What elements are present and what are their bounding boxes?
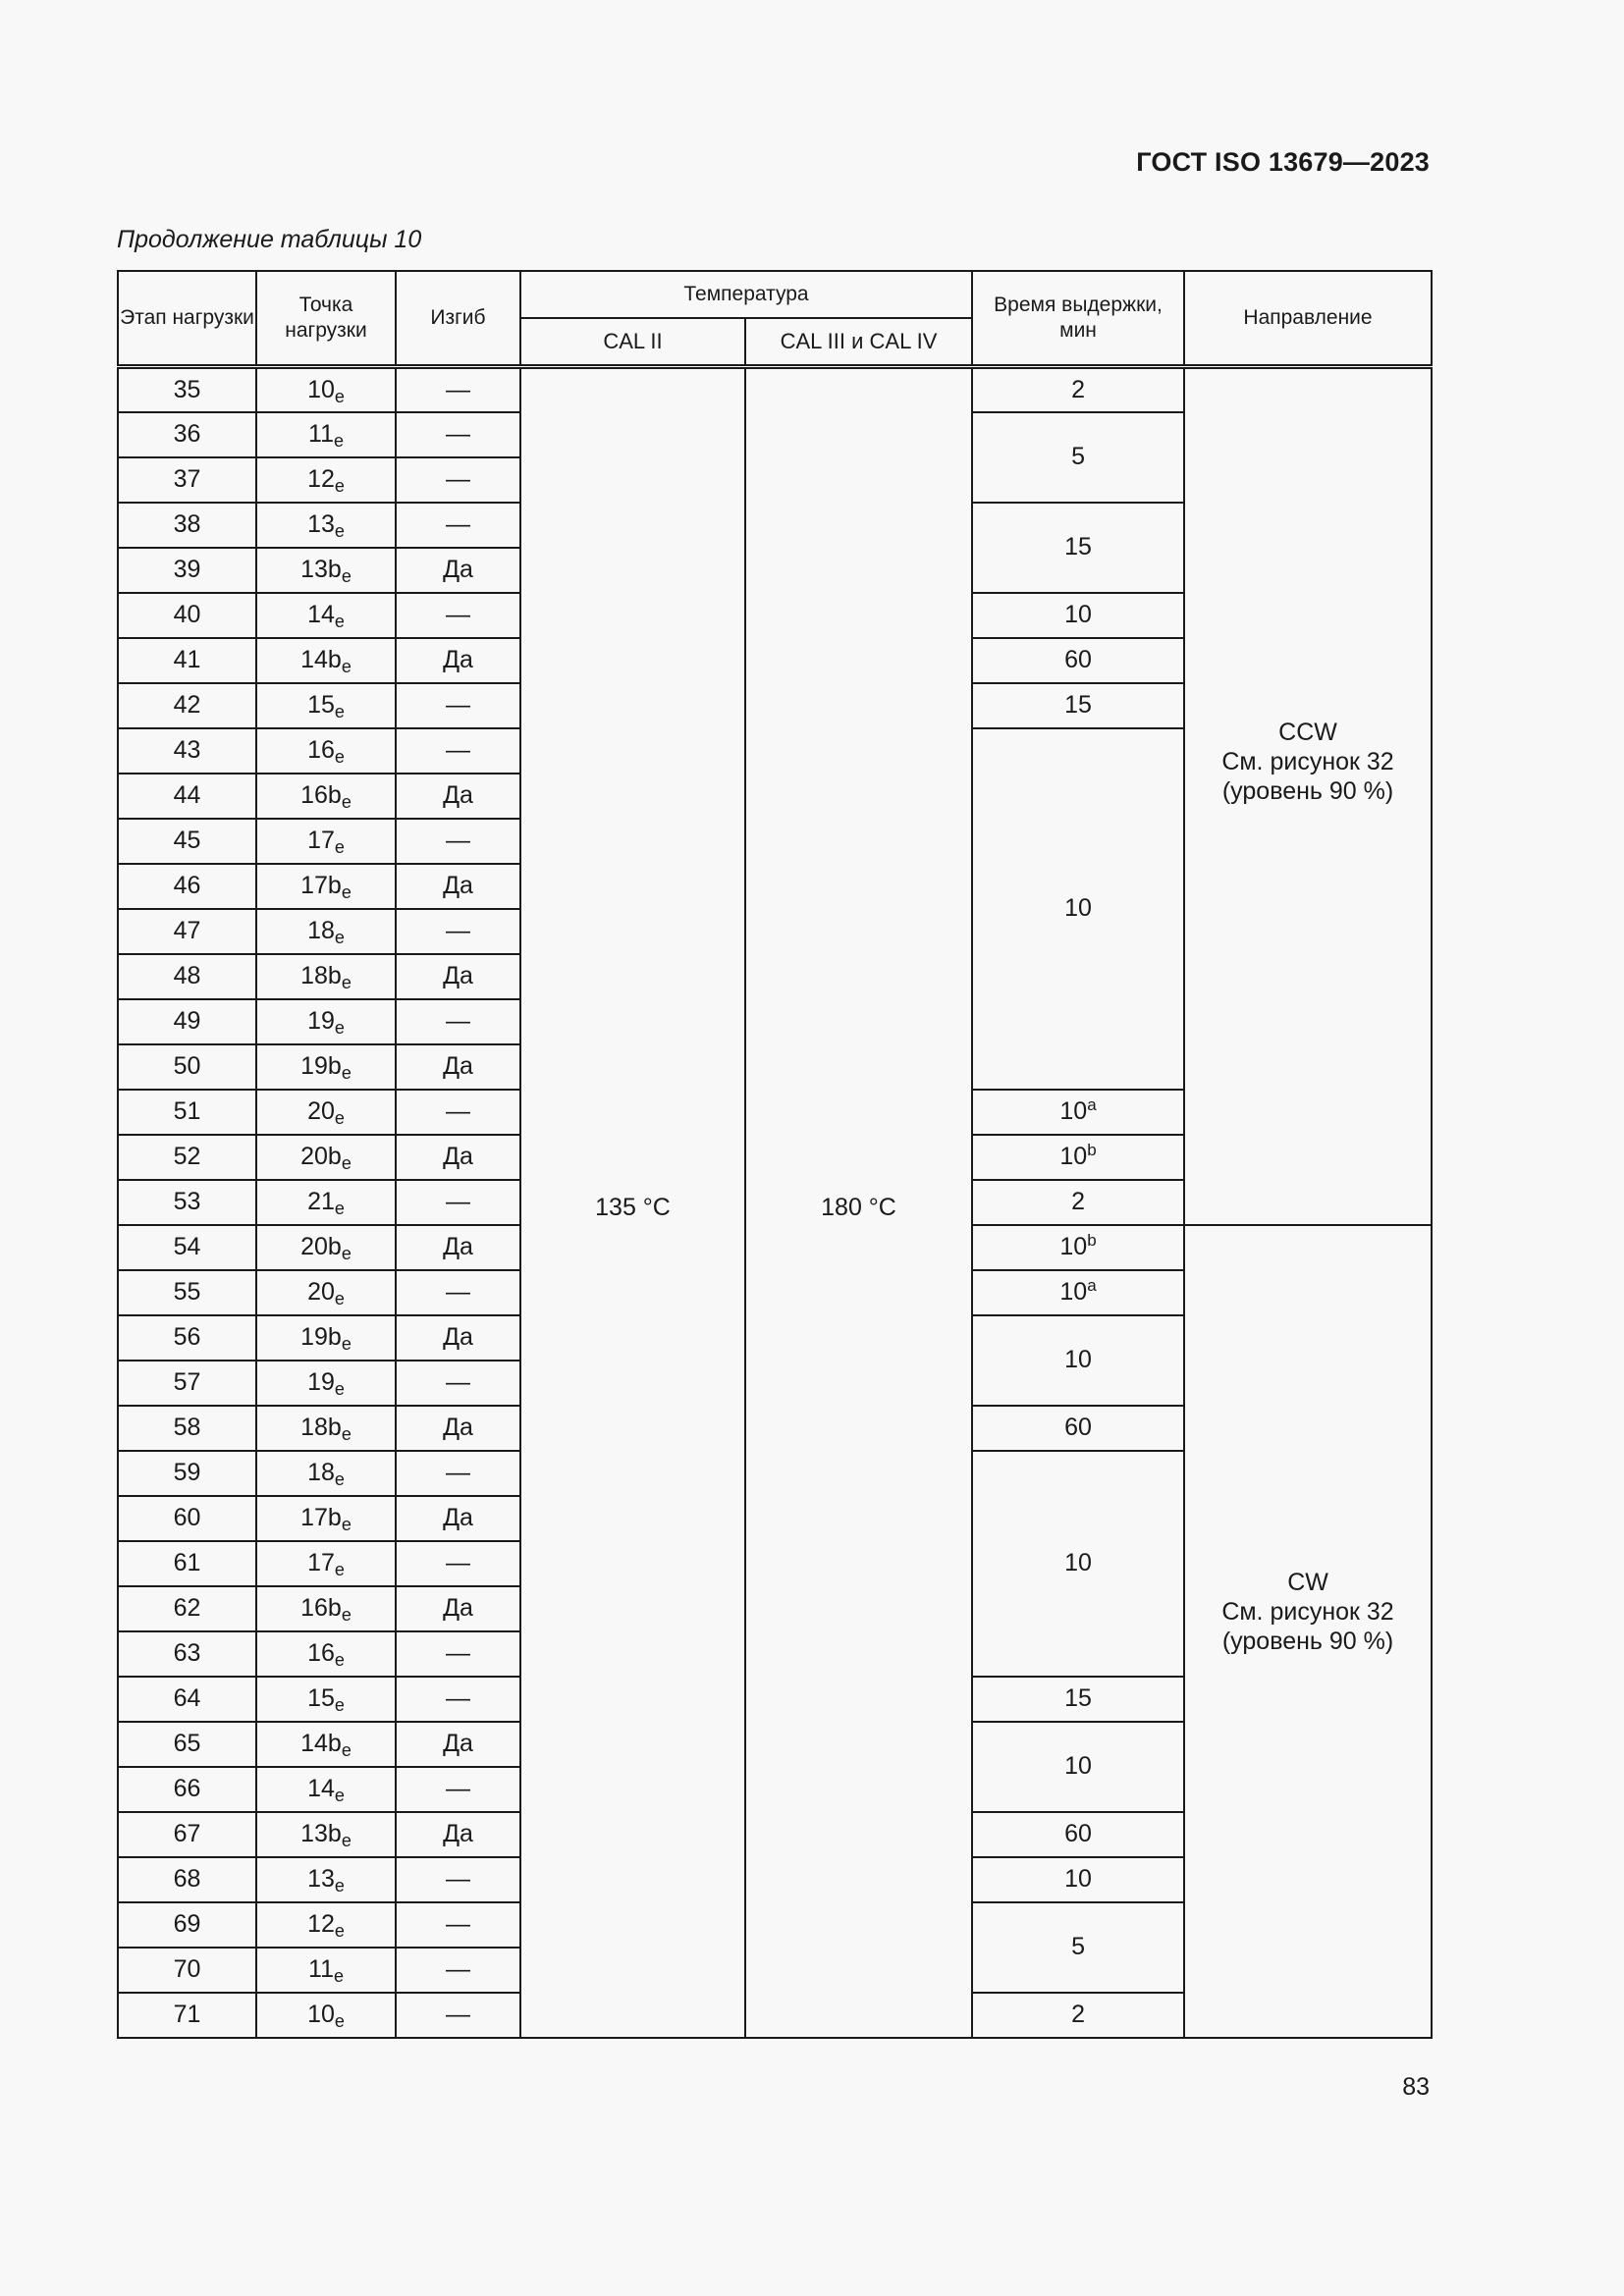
bend-cell: Да <box>396 638 520 683</box>
point-cell <box>256 412 396 457</box>
point-cell <box>256 1496 396 1541</box>
point-value: 14b <box>300 1730 342 1757</box>
stage-cell: 37 <box>118 457 256 503</box>
point-value: 17b <box>300 1504 342 1531</box>
bend-cell: — <box>396 593 520 638</box>
point-value: 19b <box>300 1052 342 1080</box>
point-cell <box>256 638 396 683</box>
stage-cell: 53 <box>118 1180 256 1225</box>
header-temperature: Температура <box>520 271 972 318</box>
bend-cell: — <box>396 412 520 457</box>
stage-cell: 36 <box>118 412 256 457</box>
bend-cell: — <box>396 367 520 412</box>
point-subscript: e <box>334 702 345 721</box>
header-direction: Направление <box>1184 271 1432 367</box>
point-value: 20b <box>300 1143 342 1170</box>
point-cell <box>256 1857 396 1902</box>
point-value: 10 <box>307 2001 335 2028</box>
bend-cell: — <box>396 999 520 1044</box>
point-cell <box>256 1677 396 1722</box>
point-subscript: e <box>341 973 352 992</box>
bend-cell: — <box>396 728 520 774</box>
point-value: 15 <box>307 1684 335 1712</box>
bend-cell: — <box>396 1180 520 1225</box>
hold-time-value: 10 <box>1059 1278 1088 1306</box>
bend-cell: Да <box>396 774 520 819</box>
bend-cell: — <box>396 1948 520 1993</box>
hold-time-cell <box>972 1902 1184 1993</box>
point-value: 17b <box>300 872 342 899</box>
point-subscript: e <box>341 657 352 676</box>
point-subscript: e <box>334 1921 345 1941</box>
point-subscript: e <box>334 1695 345 1715</box>
bend-cell: — <box>396 909 520 954</box>
bend-cell: Да <box>396 864 520 909</box>
stage-cell: 44 <box>118 774 256 819</box>
bend-cell: Да <box>396 1722 520 1767</box>
hold-time-value: 10 <box>1064 1549 1092 1576</box>
stage-cell: 68 <box>118 1857 256 1902</box>
hold-time-cell <box>972 1677 1184 1722</box>
point-value: 16b <box>300 1594 342 1622</box>
point-subscript: e <box>334 1199 345 1218</box>
header-stage: Этап нагрузки <box>118 271 256 367</box>
point-subscript: e <box>334 612 345 631</box>
bend-cell: — <box>396 503 520 548</box>
point-cell <box>256 1270 396 1315</box>
header-hold-time: Время выдержки, мин <box>972 271 1184 367</box>
point-value: 12 <box>307 1910 335 1938</box>
hold-time-value: 2 <box>1071 2001 1085 2028</box>
point-cell <box>256 864 396 909</box>
point-subscript: e <box>334 1469 345 1489</box>
point-value: 16 <box>307 1639 335 1667</box>
point-cell <box>256 1902 396 1948</box>
bend-cell: Да <box>396 548 520 593</box>
point-subscript: e <box>341 1153 352 1173</box>
bend-cell: — <box>396 1993 520 2038</box>
stage-cell: 39 <box>118 548 256 593</box>
stage-cell: 54 <box>118 1225 256 1270</box>
stage-cell: 50 <box>118 1044 256 1090</box>
point-cell <box>256 1135 396 1180</box>
footnote-mark: a <box>1087 1095 1097 1114</box>
direction-line: CW <box>1287 1568 1328 1596</box>
point-subscript: e <box>333 1966 344 1986</box>
bend-cell: — <box>396 1767 520 1812</box>
bend-cell: Да <box>396 1225 520 1270</box>
hold-time-cell <box>972 503 1184 593</box>
point-cell <box>256 999 396 1044</box>
point-value: 13 <box>307 1865 335 1893</box>
hold-time-cell <box>972 1225 1184 1270</box>
direction-line: CCW <box>1278 719 1337 747</box>
table-body <box>118 367 1432 2038</box>
hold-time-cell <box>972 593 1184 638</box>
point-value: 19 <box>307 1368 335 1396</box>
table-caption: Продолжение таблицы 10 <box>117 226 422 253</box>
bend-cell: — <box>396 1902 520 1948</box>
point-subscript: e <box>341 1334 352 1354</box>
hold-time-cell <box>972 1812 1184 1857</box>
temp-cal34-cell: 180 °C <box>745 367 972 2038</box>
bend-cell: Да <box>396 1135 520 1180</box>
header-bend: Изгиб <box>396 271 520 367</box>
hold-time-cell <box>972 1722 1184 1812</box>
stage-cell: 61 <box>118 1541 256 1586</box>
page-number: 83 <box>1402 2073 1430 2101</box>
direction-cell <box>1184 1225 1432 2038</box>
point-cell <box>256 1451 396 1496</box>
hold-time-cell <box>972 638 1184 683</box>
point-cell <box>256 1090 396 1135</box>
stage-cell: 60 <box>118 1496 256 1541</box>
point-cell <box>256 1225 396 1270</box>
point-cell <box>256 457 396 503</box>
bend-cell: Да <box>396 1044 520 1090</box>
point-subscript: e <box>334 747 345 767</box>
hold-time-cell <box>972 1135 1184 1180</box>
point-value: 11 <box>308 1955 334 1983</box>
point-cell <box>256 503 396 548</box>
point-subscript: e <box>333 431 344 451</box>
stage-cell: 35 <box>118 367 256 412</box>
bend-cell: — <box>396 1857 520 1902</box>
point-cell <box>256 819 396 864</box>
hold-time-cell <box>972 1270 1184 1315</box>
point-subscript: e <box>334 386 345 406</box>
point-subscript: e <box>334 1560 345 1579</box>
point-value: 13 <box>307 510 335 538</box>
hold-time-value: 60 <box>1064 1820 1092 1847</box>
stage-cell: 38 <box>118 503 256 548</box>
hold-time-cell <box>972 367 1184 412</box>
stage-cell: 63 <box>118 1631 256 1677</box>
hold-time-value: 60 <box>1064 646 1092 673</box>
stage-cell: 70 <box>118 1948 256 1993</box>
hold-time-value: 2 <box>1071 1188 1085 1215</box>
point-subscript: e <box>341 1831 352 1850</box>
hold-time-value: 10 <box>1059 1143 1088 1170</box>
point-value: 20b <box>300 1233 342 1260</box>
bend-cell: — <box>396 683 520 728</box>
point-cell <box>256 1812 396 1857</box>
bend-cell: — <box>396 1090 520 1135</box>
load-schedule-table <box>117 270 1433 2039</box>
footnote-mark: b <box>1087 1231 1097 1250</box>
direction-cell <box>1184 367 1432 1225</box>
point-cell <box>256 1180 396 1225</box>
point-subscript: e <box>334 1018 345 1038</box>
direction-line: (уровень 90 %) <box>1221 777 1394 806</box>
point-subscript: e <box>341 1740 352 1760</box>
point-value: 18b <box>300 1414 342 1441</box>
footnote-mark: a <box>1087 1276 1097 1295</box>
bend-cell: — <box>396 819 520 864</box>
bend-cell: Да <box>396 1406 520 1451</box>
point-value: 14 <box>307 1775 335 1802</box>
point-value: 12 <box>307 465 335 493</box>
hold-time-value: 10 <box>1064 1865 1092 1893</box>
point-subscript: e <box>341 792 352 812</box>
hold-time-cell <box>972 1090 1184 1135</box>
hold-time-value: 15 <box>1064 1684 1092 1712</box>
stage-cell: 65 <box>118 1722 256 1767</box>
point-subscript: e <box>341 1515 352 1534</box>
point-value: 17 <box>307 827 335 854</box>
stage-cell: 49 <box>118 999 256 1044</box>
bend-cell: — <box>396 1270 520 1315</box>
direction-line: См. рисунок 32 <box>1221 748 1394 776</box>
point-cell <box>256 1361 396 1406</box>
point-subscript: e <box>334 1108 345 1128</box>
bend-cell: — <box>396 1361 520 1406</box>
bend-cell: Да <box>396 1315 520 1361</box>
point-value: 18 <box>307 917 335 944</box>
point-subscript: e <box>341 1063 352 1083</box>
table-row <box>118 367 1432 412</box>
hold-time-value: 15 <box>1064 691 1092 719</box>
point-cell <box>256 1631 396 1677</box>
point-value: 17 <box>307 1549 335 1576</box>
point-value: 16 <box>307 736 335 764</box>
stage-cell: 42 <box>118 683 256 728</box>
point-cell <box>256 909 396 954</box>
point-value: 16b <box>300 781 342 809</box>
point-subscript: e <box>334 1650 345 1670</box>
hold-time-value: 10 <box>1059 1233 1088 1260</box>
hold-time-value: 10 <box>1064 894 1092 922</box>
stage-cell: 71 <box>118 1993 256 2038</box>
point-cell <box>256 1315 396 1361</box>
stage-cell: 52 <box>118 1135 256 1180</box>
point-value: 13b <box>300 556 342 583</box>
direction-line: (уровень 90 %) <box>1221 1627 1394 1655</box>
point-value: 19 <box>307 1007 335 1035</box>
point-cell <box>256 1406 396 1451</box>
stage-cell: 55 <box>118 1270 256 1315</box>
stage-cell: 66 <box>118 1767 256 1812</box>
hold-time-value: 5 <box>1071 443 1085 470</box>
stage-cell: 69 <box>118 1902 256 1948</box>
hold-time-cell <box>972 1451 1184 1677</box>
hold-time-value: 2 <box>1071 375 1085 403</box>
point-value: 15 <box>307 691 335 719</box>
hold-time-cell <box>972 1406 1184 1451</box>
bend-cell: Да <box>396 1812 520 1857</box>
point-subscript: e <box>334 521 345 541</box>
hold-time-cell <box>972 1180 1184 1225</box>
point-subscript: e <box>334 1786 345 1805</box>
stage-cell: 43 <box>118 728 256 774</box>
point-value: 20 <box>307 1097 335 1125</box>
point-value: 18 <box>307 1459 335 1486</box>
point-cell <box>256 728 396 774</box>
point-cell <box>256 774 396 819</box>
point-value: 13b <box>300 1820 342 1847</box>
stage-cell: 64 <box>118 1677 256 1722</box>
stage-cell: 67 <box>118 1812 256 1857</box>
hold-time-value: 5 <box>1071 1933 1085 1960</box>
hold-time-cell <box>972 683 1184 728</box>
stage-cell: 40 <box>118 593 256 638</box>
stage-cell: 48 <box>118 954 256 999</box>
stage-cell: 45 <box>118 819 256 864</box>
hold-time-value: 10 <box>1064 601 1092 628</box>
stage-cell: 47 <box>118 909 256 954</box>
header-cal34: CAL III и CAL IV <box>745 318 972 367</box>
point-cell <box>256 1948 396 1993</box>
stage-cell: 62 <box>118 1586 256 1631</box>
stage-cell: 46 <box>118 864 256 909</box>
hold-time-cell <box>972 1857 1184 1902</box>
bend-cell: Да <box>396 1586 520 1631</box>
bend-cell: — <box>396 457 520 503</box>
point-subscript: e <box>334 928 345 947</box>
direction-line: См. рисунок 32 <box>1221 1597 1394 1626</box>
point-cell <box>256 1722 396 1767</box>
point-subscript: e <box>341 566 352 586</box>
point-subscript: e <box>341 1244 352 1263</box>
footnote-mark: b <box>1087 1141 1097 1159</box>
bend-cell: — <box>396 1541 520 1586</box>
point-cell <box>256 954 396 999</box>
point-cell <box>256 1993 396 2038</box>
hold-time-cell <box>972 728 1184 1090</box>
point-value: 14b <box>300 646 342 673</box>
bend-cell: Да <box>396 954 520 999</box>
point-cell <box>256 1541 396 1586</box>
hold-time-value: 60 <box>1064 1414 1092 1441</box>
point-value: 20 <box>307 1278 335 1306</box>
point-cell <box>256 1044 396 1090</box>
stage-cell: 51 <box>118 1090 256 1135</box>
hold-time-value: 10 <box>1064 1752 1092 1780</box>
point-value: 11 <box>308 420 334 448</box>
stage-cell: 41 <box>118 638 256 683</box>
hold-time-value: 10 <box>1059 1097 1088 1125</box>
hold-time-cell <box>972 1315 1184 1406</box>
hold-time-cell <box>972 1993 1184 2038</box>
document-id: ГОСТ ISO 13679—2023 <box>1136 147 1430 177</box>
point-subscript: e <box>334 1876 345 1896</box>
bend-cell: — <box>396 1631 520 1677</box>
hold-time-cell <box>972 412 1184 503</box>
temp-cal2-cell: 135 °C <box>520 367 745 2038</box>
point-subscript: e <box>341 1605 352 1625</box>
point-value: 21 <box>307 1188 335 1215</box>
point-subscript: e <box>334 1379 345 1399</box>
point-value: 10 <box>307 375 335 403</box>
stage-cell: 59 <box>118 1451 256 1496</box>
point-value: 19b <box>300 1323 342 1351</box>
hold-time-value: 15 <box>1064 533 1092 561</box>
bend-cell: — <box>396 1677 520 1722</box>
point-subscript: e <box>334 837 345 857</box>
point-cell <box>256 1767 396 1812</box>
point-subscript: e <box>334 476 345 496</box>
bend-cell: Да <box>396 1496 520 1541</box>
point-cell <box>256 593 396 638</box>
hold-time-value: 10 <box>1064 1346 1092 1373</box>
point-subscript: e <box>341 1424 352 1444</box>
stage-cell: 56 <box>118 1315 256 1361</box>
point-subscript: e <box>341 882 352 902</box>
point-cell <box>256 1586 396 1631</box>
point-cell <box>256 367 396 412</box>
point-cell <box>256 548 396 593</box>
bend-cell: — <box>396 1451 520 1496</box>
stage-cell: 58 <box>118 1406 256 1451</box>
stage-cell: 57 <box>118 1361 256 1406</box>
header-point: Точка нагрузки <box>256 271 396 367</box>
point-subscript: e <box>334 2011 345 2031</box>
point-subscript: e <box>334 1289 345 1308</box>
header-cal2: CAL II <box>520 318 745 367</box>
point-cell <box>256 683 396 728</box>
point-value: 18b <box>300 962 342 989</box>
point-value: 14 <box>307 601 335 628</box>
